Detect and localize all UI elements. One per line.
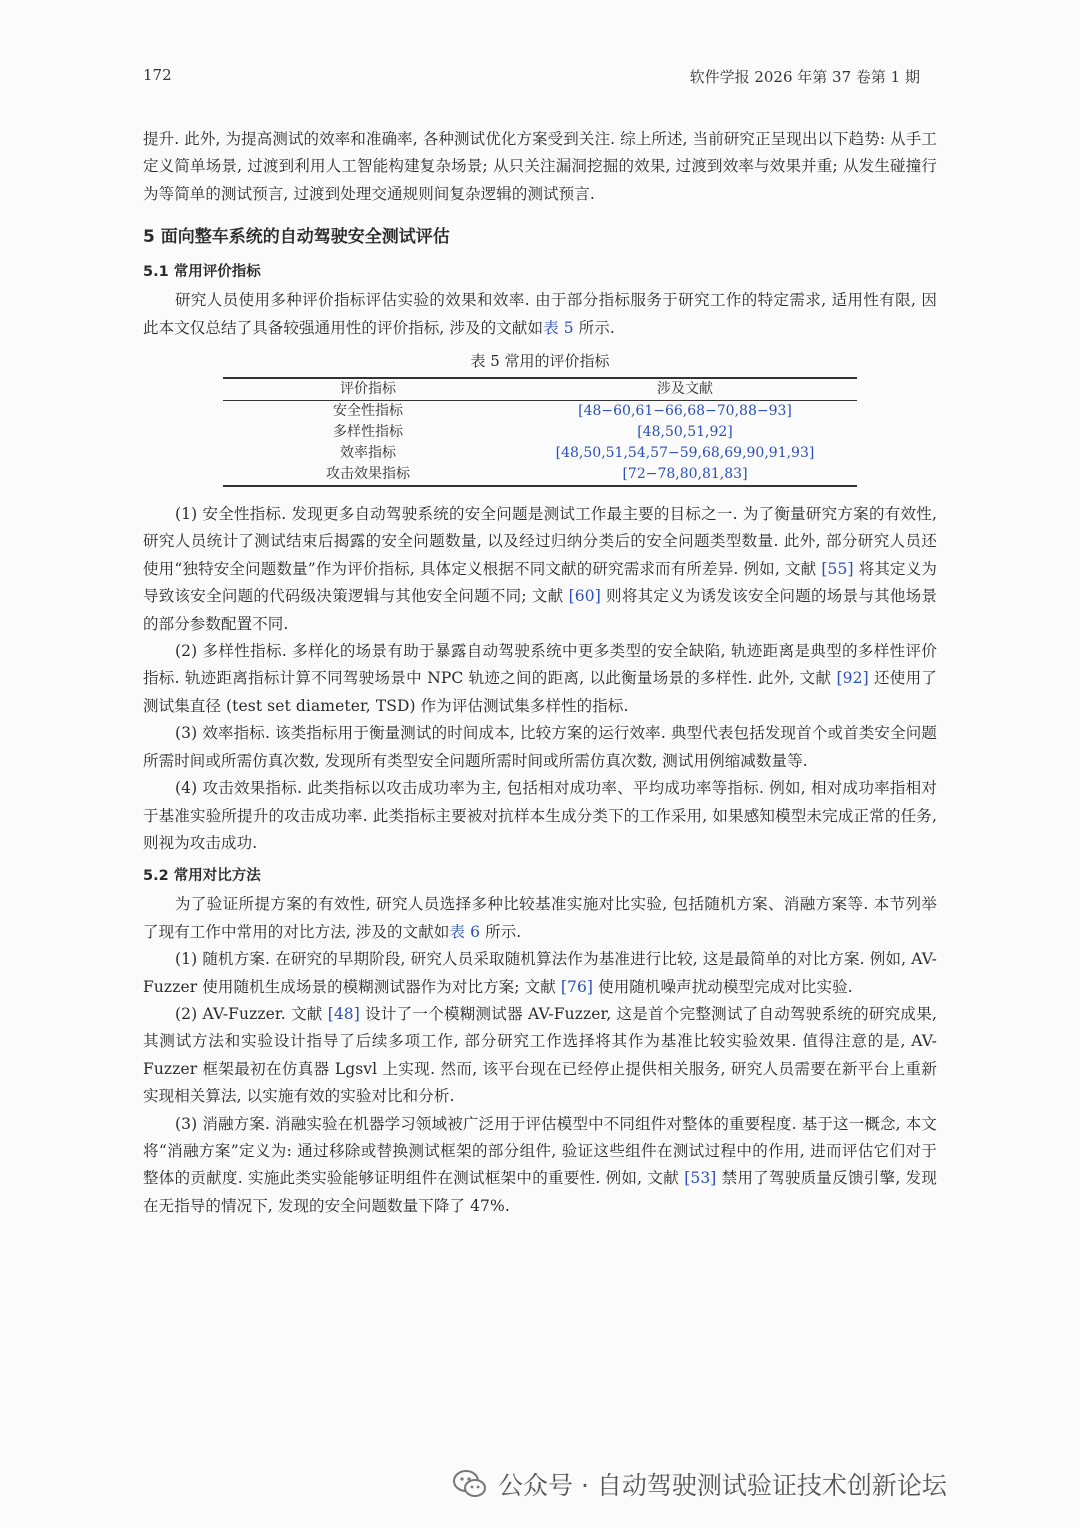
text-run: 为了验证所提方案的有效性, 研究人员选择多种比较基准实施对比实验, 包括随机方案、消融方案等. 本节列举了现有工作中常用的对比方法, 涉及的文献如 xyxy=(143,895,937,941)
table-row xyxy=(223,401,857,423)
text-run: 还使用了测试集直径 (test set diameter, TSD) 作为评估测试集多样性的指标. xyxy=(143,669,937,715)
section-5-2-heading: 5.2 常用对比方法 xyxy=(143,868,261,885)
table-6-link[interactable]: 表 6 xyxy=(449,922,481,941)
text-run: (2) 多样性指标. 多样化的场景有助于暴露自动驾驶系统中更多类型的安全缺陷, 轨迹距离是典型的多样性评价指标. 轨迹距离指标计算不同驾驶场景中 NPC 轨迹之间的距离, 以此衡量场景的多样性. 此外, 文献 xyxy=(143,642,937,688)
table-row xyxy=(223,422,857,443)
ref-link-48[interactable]: [48] xyxy=(327,1004,360,1023)
text-run: 则将其定义为诱发该安全问题的场景与其他场景的部分参数配置不同. xyxy=(143,587,937,633)
text-run: 禁用了驾驶质量反馈引擎, 发现在无指导的情况下, 发现的安全问题数量下降了 47%. xyxy=(143,1169,937,1215)
section-5-heading: 5 面向整车系统的自动驾驶安全测试评估 xyxy=(143,227,450,248)
page-body xyxy=(143,126,937,1220)
paragraph-safety-metric xyxy=(143,501,937,638)
text-run: 将其定义为导致该安全问题的代码级决策逻辑与其他安全问题不同; 文献 xyxy=(143,559,937,606)
text-run: 所示. xyxy=(573,318,615,337)
table-5-link[interactable]: 表 5 xyxy=(543,318,574,337)
paragraph-ablation-method xyxy=(143,1111,937,1221)
metric-cell: 效率指标 xyxy=(340,445,396,462)
text-run: (1) 随机方案. 在研究的早期阶段, 研究人员采取随机算法作为基准进行比较, 这是最简单的对比方案. 例如, AV-Fuzzer 使用随机生成场景的模糊测试器作为对比方案; 文献 xyxy=(143,950,937,996)
section-5-1-heading: 5.1 常用评价指标 xyxy=(143,264,261,281)
ref-link-53[interactable]: [53] xyxy=(684,1169,717,1188)
intro-paragraph: 提升. 此外, 为提高测试的效率和准确率, 各种测试优化方案受到关注. 综上所述, 当前研究正呈现出以下趋势: 从手工定义简单场景, 过渡到利用人工智能构建复杂场景; 从只关注漏洞挖掘的效果, 过渡到效率与效果并重; 从发生碰撞行为等简单的测试预言, 过渡到处理交通规则间复杂逻辑的测试预言. xyxy=(143,130,937,203)
paragraph-av-fuzzer xyxy=(143,1001,937,1111)
wechat-icon xyxy=(452,1468,488,1500)
page-header xyxy=(143,66,920,90)
paragraph-attack-metric: (4) 攻击效果指标. 此类指标以攻击成功率为主, 包括相对成功率、平均成功率等指标. 例如, 相对成功率指相对于基准实验所提升的攻击成功率. 此类指标主要被对抗样本生成分类下的工作采用, 如果感知模型未完成正常的任务, 则视为攻击成功. xyxy=(143,779,937,852)
ref-link-55[interactable]: [55] xyxy=(821,559,854,578)
paragraph-diversity-metric xyxy=(143,638,937,720)
journal-title: 软件学报 2026 年第 37 卷第 1 期 xyxy=(689,68,920,86)
ref-link-60[interactable]: [60] xyxy=(568,587,601,606)
table-5 xyxy=(223,377,857,487)
table-row xyxy=(223,464,857,486)
ref-link-76[interactable]: [76] xyxy=(560,977,594,996)
text-run: 所示. xyxy=(480,922,522,941)
section-5-1-paragraph xyxy=(143,287,937,342)
ref-link-92[interactable]: [92] xyxy=(836,669,869,688)
watermark-text: 公众号 · 自动驾驶测试验证技术创新论坛 xyxy=(498,1471,947,1500)
paragraph-random-method xyxy=(143,946,937,1001)
paragraph-efficiency-metric: (3) 效率指标. 该类指标用于衡量测试的时间成本, 比较方案的运行效率. 典型代表包括发现首个或首类安全问题所需时间或所需仿真次数, 发现所有类型安全问题所需时间或所需仿真次数, 测试用例缩减数量等. xyxy=(143,724,937,770)
text-run: 研究人员使用多种评价指标评估实验的效果和效率. 由于部分指标服务于研究工作的特定需求, 适用性有限, 因此本文仅总结了具备较强通用性的评价指标, 涉及的文献如 xyxy=(143,291,937,337)
page-number: 172 xyxy=(143,66,172,84)
table-5-caption: 表 5 常用的评价指标 xyxy=(470,352,610,371)
refs-cell[interactable]: [48,50,51,92] xyxy=(637,424,733,441)
metric-cell: 安全性指标 xyxy=(333,403,403,420)
header-refs: 涉及文献 xyxy=(513,378,857,401)
table-row xyxy=(223,443,857,464)
header-metric: 评价指标 xyxy=(223,378,513,401)
metric-cell: 多样性指标 xyxy=(333,424,403,441)
wechat-watermark xyxy=(452,1462,947,1506)
section-5-2-paragraph xyxy=(143,891,937,946)
text-run: (3) 消融方案. 消融实验在机器学习领域被广泛用于评估模型中不同组件对整体的重要程度. 基于这一概念, 本文将“消融方案”定义为: 通过移除或替换测试框架的部分组件, 验证这些组件在测试过程中的作用, 进而评估它们对于整体的贡献度. 实施此类实验能够证明组件在测试框架中的重要性. 例如, 文献 xyxy=(143,1114,937,1188)
text-run: 设计了一个模糊测试器 AV-Fuzzer, 这是首个完整测试了自动驾驶系统的研究成果, 其测试方法和实验设计指导了后续多项工作, 部分研究工作选择将其作为基准比较实验效果. 值得注意的是, AV-Fuzzer 框架最初在仿真器 Lgsvl 上实现. 然而, 该平台现在已经停止提供相关服务, 研究人员需要在新平台上重新实现相关算法, 以实施有效的实验对比和分析. xyxy=(143,1004,937,1106)
text-run: (2) AV-Fuzzer. 文献 xyxy=(175,1004,328,1023)
text-run: (1) 安全性指标. 发现更多自动驾驶系统的安全问题是测试工作最主要的目标之一. 为了衡量研究方案的有效性, 研究人员统计了测试结束后揭露的安全问题数量, 以及经过归纳分类后的安全问题类型数量. 此外, 部分研究人员还使用“独特安全问题数量”作为评价指标, 具体定义根据不同文献的研究需求而有所差异. 例如, 文献 xyxy=(143,505,937,578)
refs-cell[interactable]: [48,50,51,54,57−59,68,69,90,91,93] xyxy=(555,445,815,462)
metric-cell: 攻击效果指标 xyxy=(223,464,513,486)
refs-cell[interactable]: [48−60,61−66,68−70,88−93] xyxy=(578,403,792,420)
refs-cell[interactable]: [72−78,80,81,83] xyxy=(513,464,857,486)
table-header-row xyxy=(223,378,857,401)
text-run: 使用随机噪声扰动模型完成对比实验. xyxy=(593,977,853,996)
